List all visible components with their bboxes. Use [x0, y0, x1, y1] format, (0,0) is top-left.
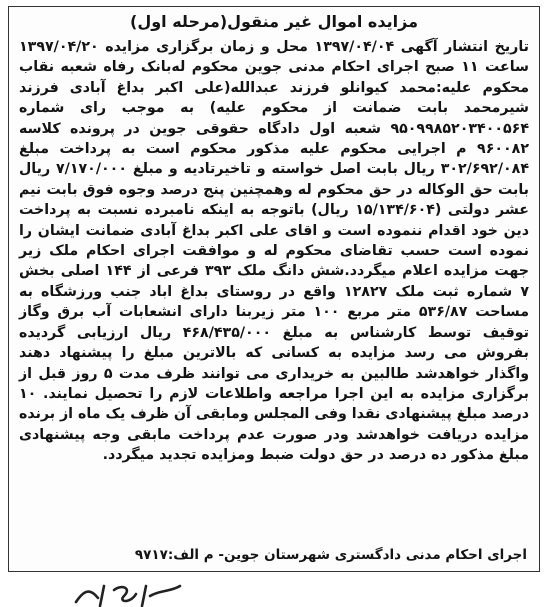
notice-title: مزایده اموال غیر منقول(مرحله اول): [130, 12, 418, 31]
handwritten-mark: [70, 580, 190, 607]
notice-body: تاریخ انتشار آگهی ۱۳۹۷/۰۴/۰۴ محل و زمان برگزاری مزایده ۱۳۹۷/۰۴/۲۰ ساعت ۱۱ صبح اجرای احکام مدنی جوین محکوم له‌بانک رفاه شعبه نقاب محکوم علیه:محمد کیوانلو فرزند عبدالله(علی اکبر بداغ آبادی فرزند شیرمحمد بابت ضمانت از محکوم علیه) به موجب رای شماره ۹۵۰۹۹۸۵۲۰۳۴۰۰۵۶۴ شعبه اول دادگاه حقوقی جوین در پرونده کلاسه ۹۶۰۰۸۲ م اجرایی محکوم علیه مذکور محکوم است به پرداخت مبلغ ۳۰۲/۶۹۲/۰۸۴ ریال بابت اصل خواسته و تاخیرتادیه و مبلغ ۷/۱۷۰/۰۰۰ ریال بابت حق الوکاله در حق محکوم له وهمچنین پنج درصد وجوه فوق بابت نیم عشر دولتی (۱۵/۱۳۴/۶۰۴ ریال) باتوجه به اینکه نامبرده نسبت به پرداخت دین خود اقدام ننموده است و اقای علی اکبر بداغ آبادی ضمانت ایشان را نموده است حسب تقاضای محکوم له و موافقت اجرای احکام ملک زیر جهت مزایده اعلام میگردد.شش دانگ ملک ۳۹۳ فرعی از ۱۴۴ اصلی بخش ۷ شماره ثبت ملک ۱۲۸۲۷ واقع در روستای بداغ اباد جنب ورزشگاه به مساحت ۵۳۶/۸۷ متر مربع ۱۰۰ متر زیربنا دارای انشعابات آب برق وگاز توقیف توسط کارشناس به مبلغ ۴۶۸/۴۳۵/۰۰۰ ریال ارزیابی گردیده بفروش می رسد مزایده به کسانی که بالاترین مبلغ را پیشنهاد دهند واگذار خواهدشد طالبین به خریداری می توانند ظرف مدت ۵ روز قبل از برگزاری مزایده به این اجرا مراجعه واطلاعات لازم را تحصیل نمایند. ۱۰ درصد مبلغ پیشنهادی نقدا وفی المجلس ومابقی آن ظرف یک ماه از برنده مزایده دریافت خواهدشد ودر صورت عدم پرداخت مابقی وجه پیشنهادی مبلغ مذکور ده درصد در حق دولت ضبط ومزایده تجدید میگردد.: [19, 39, 530, 464]
auction-notice: [8, 6, 540, 572]
notice-footer: اجرای احکام مدنی دادگستری شهرستان جوین- م الف:۹۷۱۷: [134, 547, 527, 563]
